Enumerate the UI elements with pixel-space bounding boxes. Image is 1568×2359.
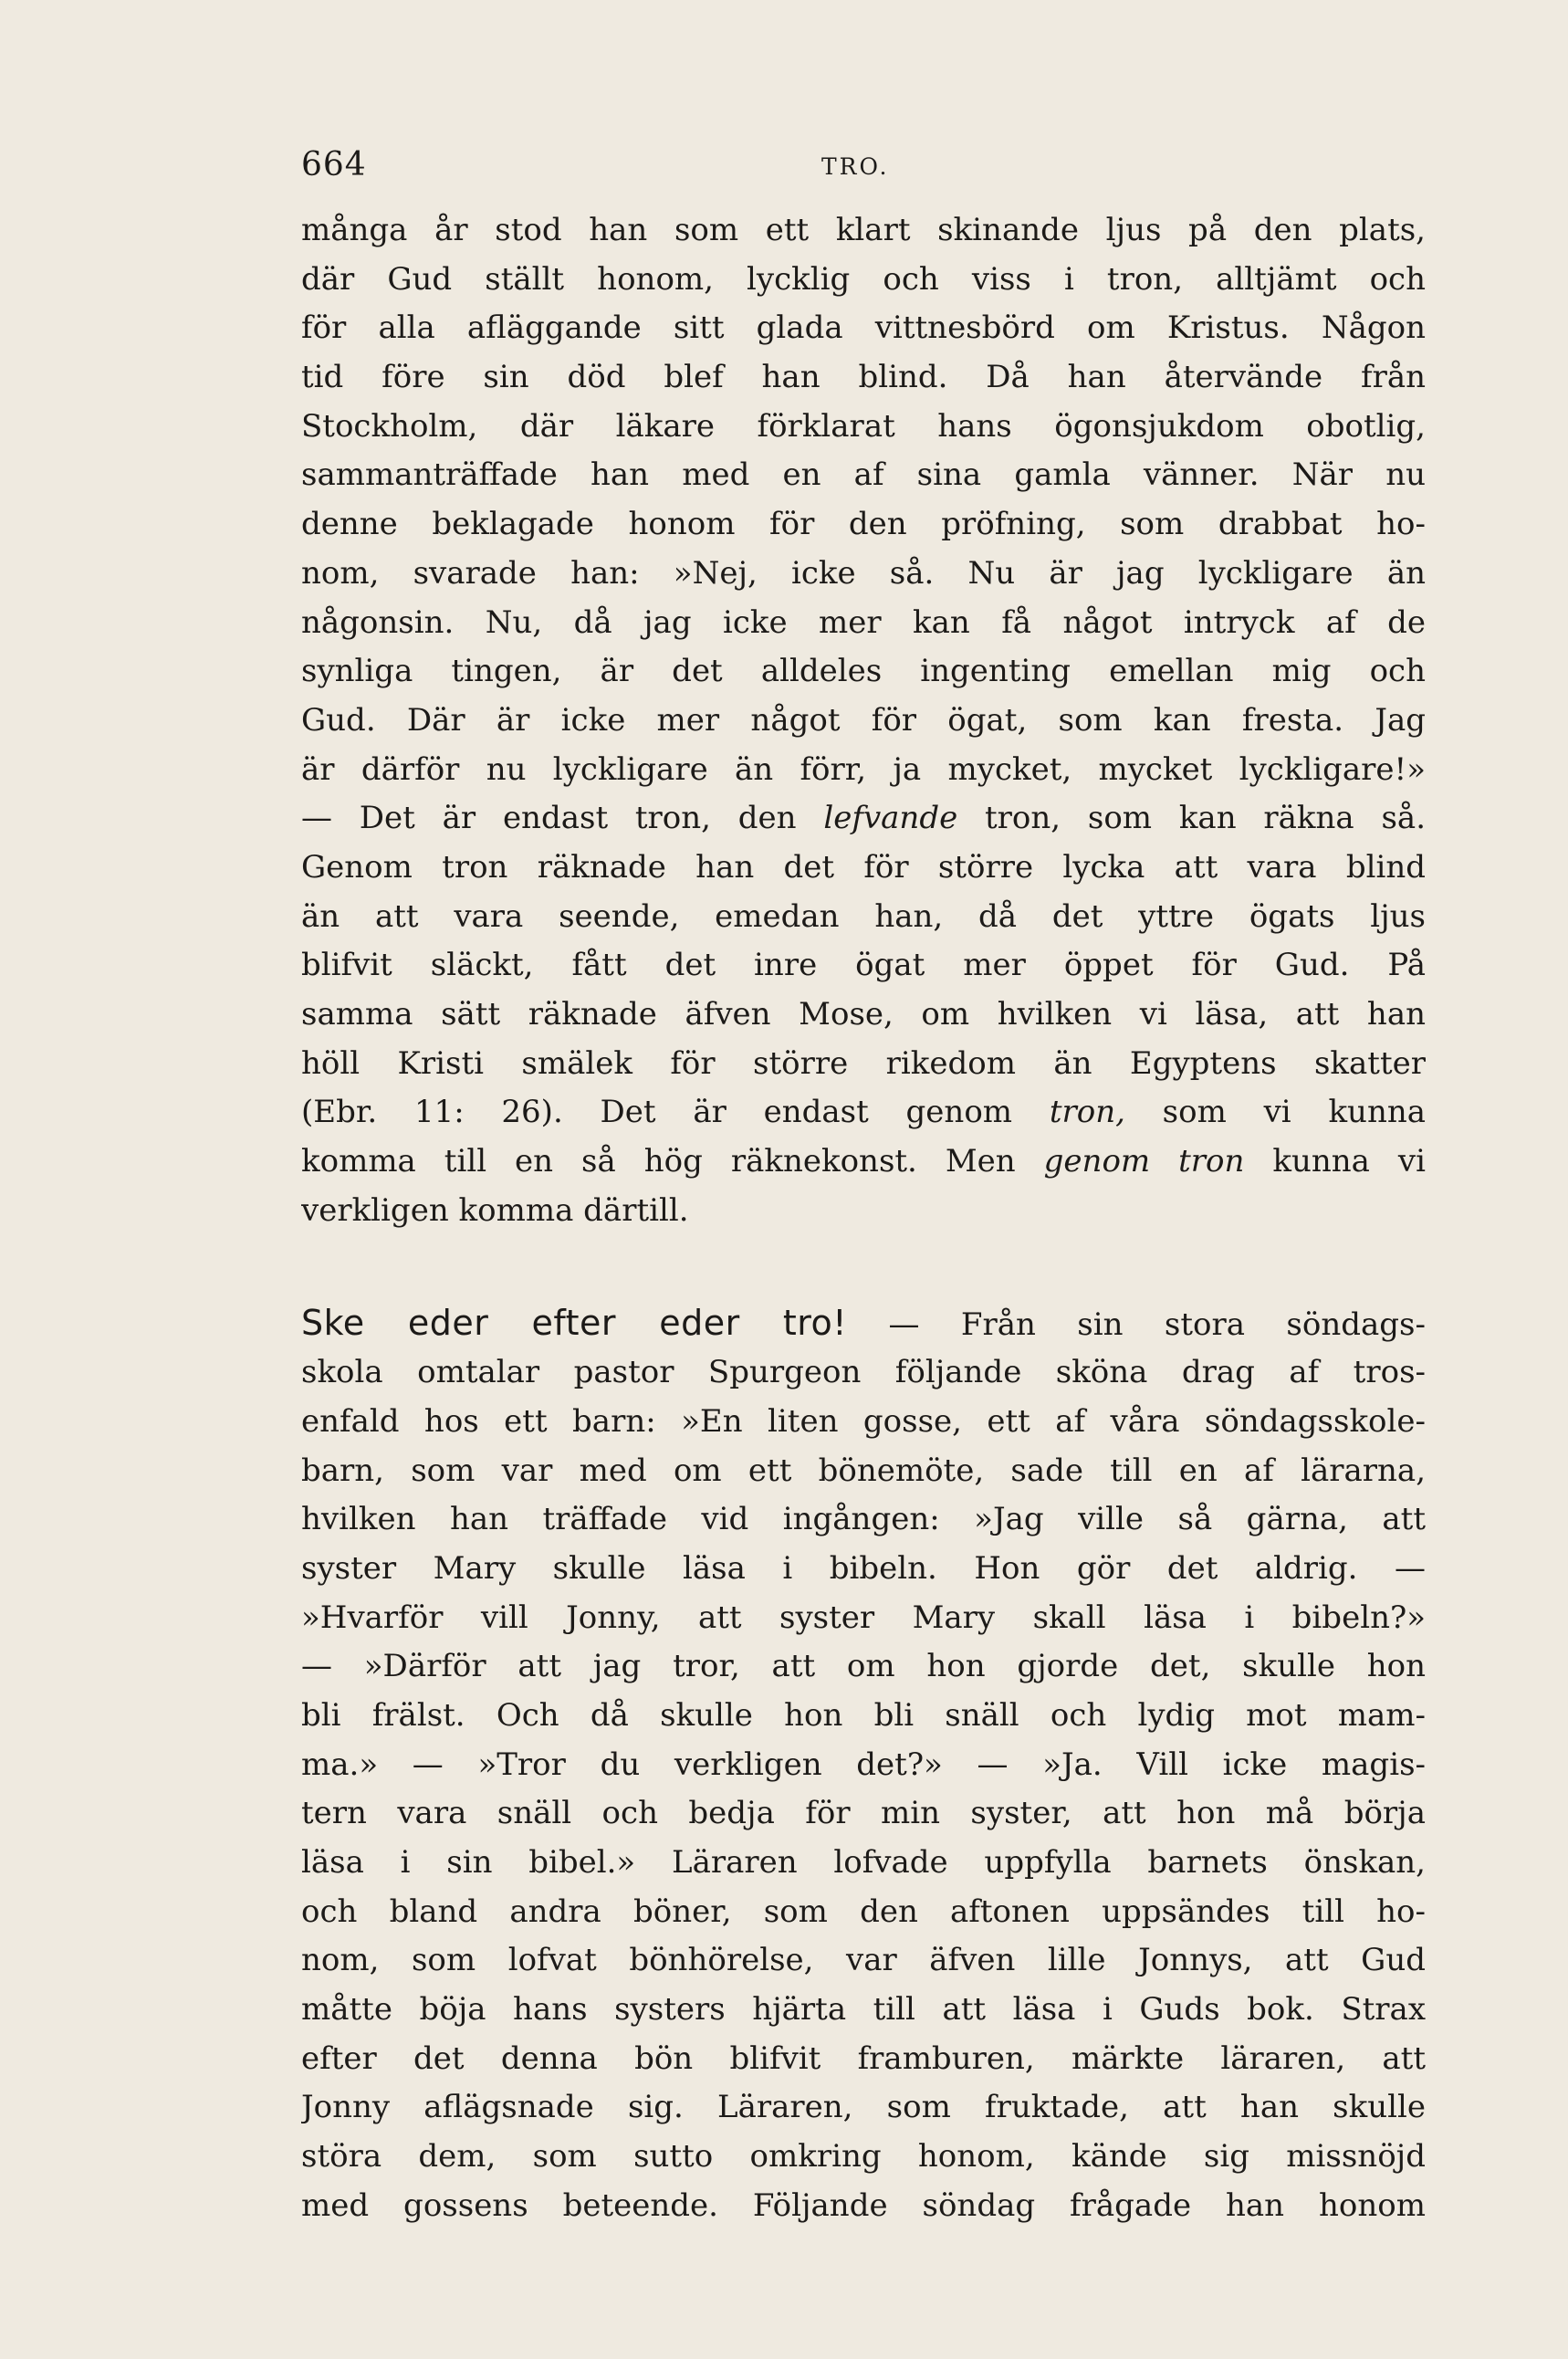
italic-text: tron,	[1049, 1094, 1125, 1131]
text-line: bli frälst. Och då skulle hon bli snäll och lydig mot mam-	[301, 1696, 1426, 1734]
text-segment: som vi kunna	[1124, 1094, 1426, 1131]
text-line: — »Därför att jag tror, att om hon gjorde det, skulle hon	[301, 1648, 1426, 1685]
text-line: med gossens beteende. Följande söndag frågade han honom	[301, 2186, 1426, 2224]
text-line: Genom tron räknade han det för större lycka att vara blind	[301, 848, 1426, 886]
text-line: ma.» — »Tror du verkligen det?» — »Ja. Vill icke magis-	[301, 1746, 1426, 1783]
running-title: TRO.	[821, 153, 890, 180]
text-line: blifvit släckt, fått det inre ögat mer öppet för Gud. På	[301, 947, 1426, 984]
text-line	[301, 794, 1426, 844]
text-line: där Gud ställt honom, lycklig och viss i tron, alltjämt och	[301, 260, 1426, 298]
text-line: för alla afläggande sitt glada vittnesbörd om Kristus. Någon	[301, 309, 1426, 347]
text-line: nom, svarade han: »Nej, icke så. Nu är jag lyckligare än	[301, 554, 1426, 592]
text-line: Gud. Där är icke mer något för ögat, som kan fresta. Jag	[301, 701, 1426, 739]
text-line: synliga tingen, är det alldeles ingenting emellan mig och	[301, 653, 1426, 690]
text-line: Jonny aflägsnade sig. Läraren, som fruktade, att han skulle	[301, 2089, 1426, 2126]
text-segment: — Från sin stora söndags-	[847, 1306, 1426, 1344]
text-line: enfald hos ett barn: »En liten gosse, ett af våra söndagsskole-	[301, 1402, 1426, 1440]
text-line	[301, 1088, 1426, 1138]
text-line: syster Mary skulle läsa i bibeln. Hon gör det aldrig. —	[301, 1549, 1426, 1587]
text-segment: tron, som kan räkna så.	[957, 800, 1426, 837]
text-line: Stockholm, där läkare förklarat hans ögonsjukdom obotlig,	[301, 407, 1426, 445]
section-heading: Ske eder efter eder tro!	[301, 1303, 848, 1344]
text-line: verkligen komma därtill.	[301, 1191, 689, 1229]
text-line: störa dem, som sutto omkring honom, kände sig missnöjd	[301, 2138, 1426, 2176]
text-line: barn, som var med om ett bönemöte, sade till en af lärarna,	[301, 1452, 1426, 1489]
text-line	[301, 1138, 1426, 1187]
text-segment: komma till en så hög räknekonst. Men	[301, 1143, 1044, 1180]
text-line: höll Kristi smälek för större rikedom än Egyptens skatter	[301, 1044, 1426, 1082]
text-line: samma sätt räknade äfven Mose, om hvilken vi läsa, att han	[301, 996, 1426, 1033]
text-line	[301, 1299, 1426, 1348]
italic-text: lefvande	[823, 800, 958, 837]
text-line: än att vara seende, emedan han, då det yttre ögats ljus	[301, 897, 1426, 935]
text-line: måtte böja hans systers hjärta till att läsa i Guds bok. Strax	[301, 1991, 1426, 2029]
text-line: »Hvarför vill Jonny, att syster Mary skall läsa i bibeln?»	[301, 1599, 1426, 1636]
text-line: och bland andra böner, som den aftonen uppsändes till ho-	[301, 1892, 1426, 1930]
text-line: läsa i sin bibel.» Läraren lofvade uppfylla barnets önskan,	[301, 1844, 1426, 1881]
text-line: efter det denna bön blifvit framburen, märkte läraren, att	[301, 2039, 1426, 2077]
text-segment: kunna vi	[1244, 1143, 1426, 1180]
paragraph-gap	[301, 1235, 1426, 1299]
text-line: tid före sin död blef han blind. Då han återvände från	[301, 359, 1426, 396]
italic-text: genom tron	[1043, 1143, 1245, 1180]
page-number: 664	[301, 146, 367, 183]
text-line: nom, som lofvat bönhörelse, var äfven lille Jonnys, att Gud	[301, 1942, 1426, 1979]
text-line: tern vara snäll och bedja för min syster, att hon må börja	[301, 1795, 1426, 1832]
text-line: skola omtalar pastor Spurgeon följande sköna drag af tros-	[301, 1354, 1426, 1391]
body-text	[301, 206, 1426, 2231]
page-header	[301, 146, 1426, 192]
text-segment: (Ebr. 11: 26). Det är endast genom	[301, 1094, 1050, 1131]
paragraph-faith-blindness	[301, 206, 1426, 1235]
text-line: är därför nu lyckligare än förr, ja mycket, mycket lyckligare!»	[301, 750, 1426, 788]
text-line: denne beklagade honom för den pröfning, som drabbat ho-	[301, 506, 1426, 543]
text-line: någonsin. Nu, då jag icke mer kan få något intryck af de	[301, 603, 1426, 641]
text-line: många år stod han som ett klart skinande ljus på den plats,	[301, 212, 1426, 248]
text-line: sammanträffade han med en af sina gamla vänner. När nu	[301, 456, 1426, 494]
text-segment: — Det är endast tron, den	[301, 800, 824, 837]
text-line: hvilken han träffade vid ingången: »Jag ville så gärna, att	[301, 1501, 1426, 1538]
paragraph-ske-eder	[301, 1299, 1426, 2230]
